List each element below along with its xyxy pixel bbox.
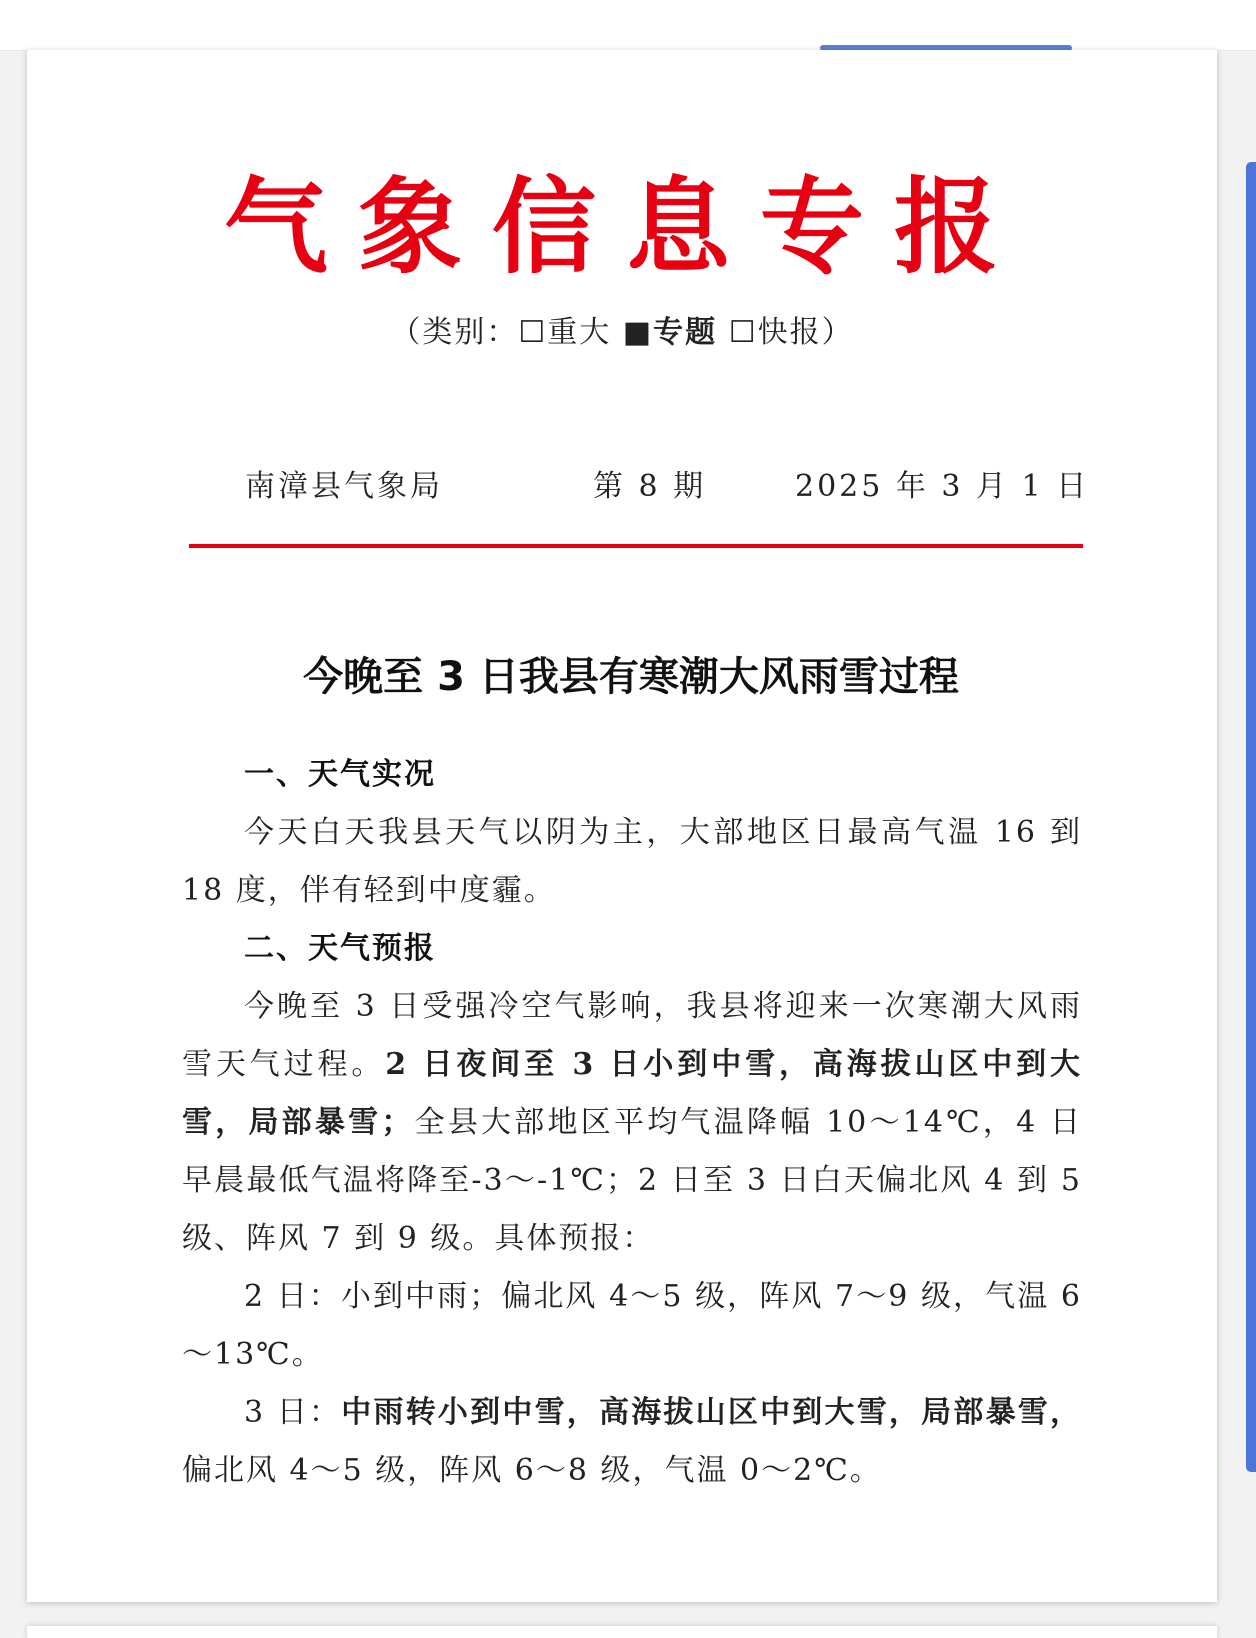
- paragraph-observations: 今天白天我县天气以阴为主，大部地区日最高气温 16 到 18 度，伴有轻到中度霾。: [182, 815, 1082, 908]
- masthead-title: 气象信息专报: [223, 165, 1028, 288]
- category-close: ）: [821, 315, 854, 350]
- day2-label: 2 日：: [244, 1279, 341, 1314]
- paragraph-forecast: [182, 978, 1082, 1268]
- day2-text: 小到中雨；偏北风 4～5 级，阵风 7～9 级，气温 6～13℃。: [182, 1279, 1082, 1372]
- day3-text: 偏北风 4～5 级，阵风 6～8 级，气温 0～2℃。: [182, 1453, 882, 1488]
- category-option-express: 快报: [757, 315, 822, 350]
- next-page-edge: [27, 1626, 1217, 1638]
- viewer-top-bar: [0, 0, 1256, 51]
- issue-number: 第 8 期: [593, 469, 707, 504]
- checkbox-icon-express: ☐: [728, 315, 758, 350]
- document-page: [27, 50, 1217, 1602]
- category-line: [27, 308, 1217, 358]
- issue-date: 2025 年 3 月 1 日: [795, 469, 1090, 504]
- section-title-forecast: 二、天气预报: [244, 931, 436, 966]
- forecast-text-a: 今晚至 3 日受强冷空气影响，我县将迎来一次寒潮大风雨雪天气过程。: [182, 989, 1082, 1082]
- category-option-special: 专题: [653, 315, 718, 350]
- category-open: （类别：: [390, 315, 519, 350]
- forecast-text-c: 全县大部地区平均气温降幅 10～14℃，4 日早晨最低气温将降至-3～-1℃；2 日至 3 日白天偏北风 4 到 5 级、阵风 7 到 9 级。具体预报：: [182, 1105, 1082, 1256]
- paragraph-day2: [182, 1268, 1082, 1384]
- checkbox-icon-major: ☐: [518, 315, 548, 350]
- red-divider: [189, 544, 1083, 548]
- article-body: [182, 746, 1082, 1500]
- day3-bold-text: 中雨转小到中雪，高海拔山区中到大雪，局部暴雪，: [341, 1395, 1083, 1430]
- checkbox-icon-special: ■: [622, 315, 654, 350]
- category-option-major: 重大: [547, 315, 612, 350]
- section-title-observations: 一、天气实况: [244, 757, 436, 792]
- day3-label: 3 日：: [244, 1395, 342, 1430]
- article-headline: 今晚至 3 日我县有寒潮大风雨雪过程: [303, 654, 959, 700]
- paragraph-day3: [182, 1384, 1082, 1500]
- scrollbar-thumb[interactable]: [1246, 162, 1256, 1472]
- forecast-text-bold: 2 日夜间至 3 日小到中雪，高海拔山区中到大雪，局部暴雪；: [182, 1047, 1082, 1140]
- issuing-organization: 南漳县气象局: [245, 469, 443, 504]
